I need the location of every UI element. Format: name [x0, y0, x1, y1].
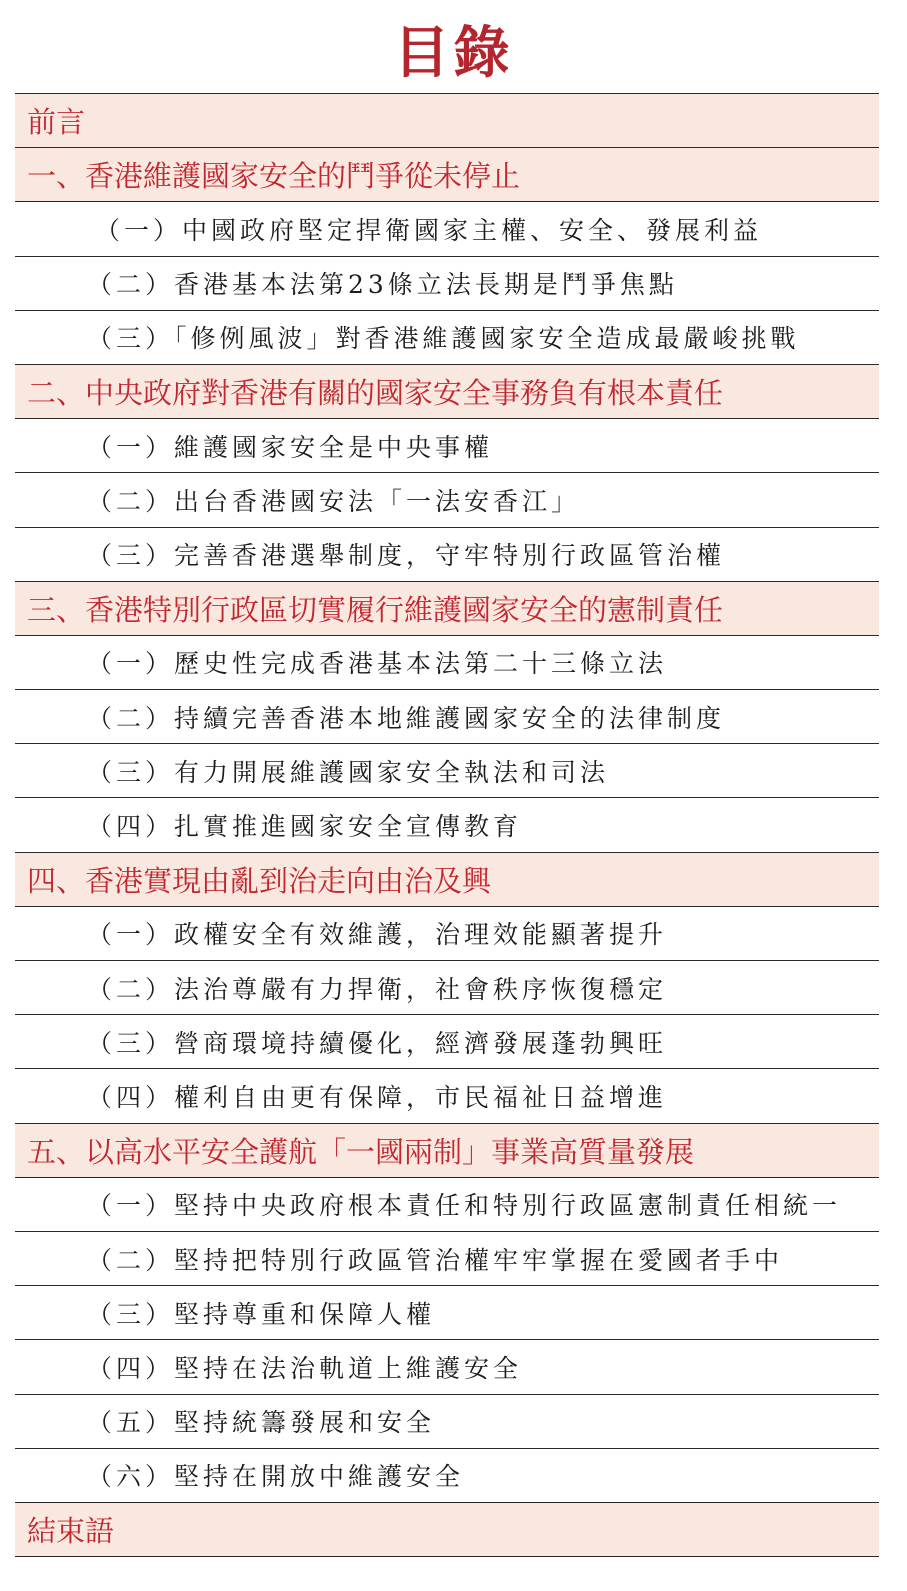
toc-subsection-item: （一）中國政府堅定捍衛國家主權、安全、發展利益: [15, 202, 879, 256]
toc-subsection-item: （三）堅持尊重和保障人權: [15, 1286, 879, 1340]
toc-subsection-item: （二）出台香港國安法「一法安香江」: [15, 473, 879, 527]
toc-subsection-item: （三）營商環境持續優化，經濟發展蓬勃興旺: [15, 1015, 879, 1069]
toc-subsection-item: （二）堅持把特別行政區管治權牢牢掌握在愛國者手中: [15, 1232, 879, 1286]
toc-subsection-item: （四）扎實推進國家安全宣傳教育: [15, 798, 879, 852]
toc-section-heading: 結束語: [15, 1503, 879, 1557]
toc-section-heading: 四、香港實現由亂到治走向由治及興: [15, 853, 879, 907]
toc-subsection-item: （三）完善香港選舉制度，守牢特別行政區管治權: [15, 528, 879, 582]
toc-subsection-item: （二）香港基本法第23條立法長期是鬥爭焦點: [15, 257, 879, 311]
toc-subsection-item: （一）維護國家安全是中央事權: [15, 419, 879, 473]
toc-subsection-item: （二）持續完善香港本地維護國家安全的法律制度: [15, 690, 879, 744]
table-of-contents: [15, 93, 879, 1557]
toc-subsection-item: （六）堅持在開放中維護安全: [15, 1449, 879, 1503]
toc-subsection-item: （一）政權安全有效維護，治理效能顯著提升: [15, 907, 879, 961]
toc-subsection-item: （三）有力開展維護國家安全執法和司法: [15, 744, 879, 798]
toc-subsection-item: （五）堅持統籌發展和安全: [15, 1395, 879, 1449]
toc-section-heading: 二、中央政府對香港有關的國家安全事務負有根本責任: [15, 365, 879, 419]
toc-subsection-item: （四）權利自由更有保障，市民福祉日益增進: [15, 1069, 879, 1123]
toc-section-heading: 一、香港維護國家安全的鬥爭從未停止: [15, 148, 879, 202]
toc-subsection-item: （一）歷史性完成香港基本法第二十三條立法: [15, 636, 879, 690]
toc-section-heading: 前言: [15, 94, 879, 148]
toc-section-heading: 三、香港特別行政區切實履行維護國家安全的憲制責任: [15, 582, 879, 636]
toc-subsection-item: （二）法治尊嚴有力捍衛，社會秩序恢復穩定: [15, 961, 879, 1015]
toc-subsection-item: （四）堅持在法治軌道上維護安全: [15, 1340, 879, 1394]
toc-subsection-item: （一）堅持中央政府根本責任和特別行政區憲制責任相統一: [15, 1178, 879, 1232]
toc-section-heading: 五、以高水平安全護航「一國兩制」事業高質量發展: [15, 1124, 879, 1178]
toc-subsection-item: （三）「修例風波」對香港維護國家安全造成最嚴峻挑戰: [15, 311, 879, 365]
page-title: 目錄: [393, 21, 514, 86]
